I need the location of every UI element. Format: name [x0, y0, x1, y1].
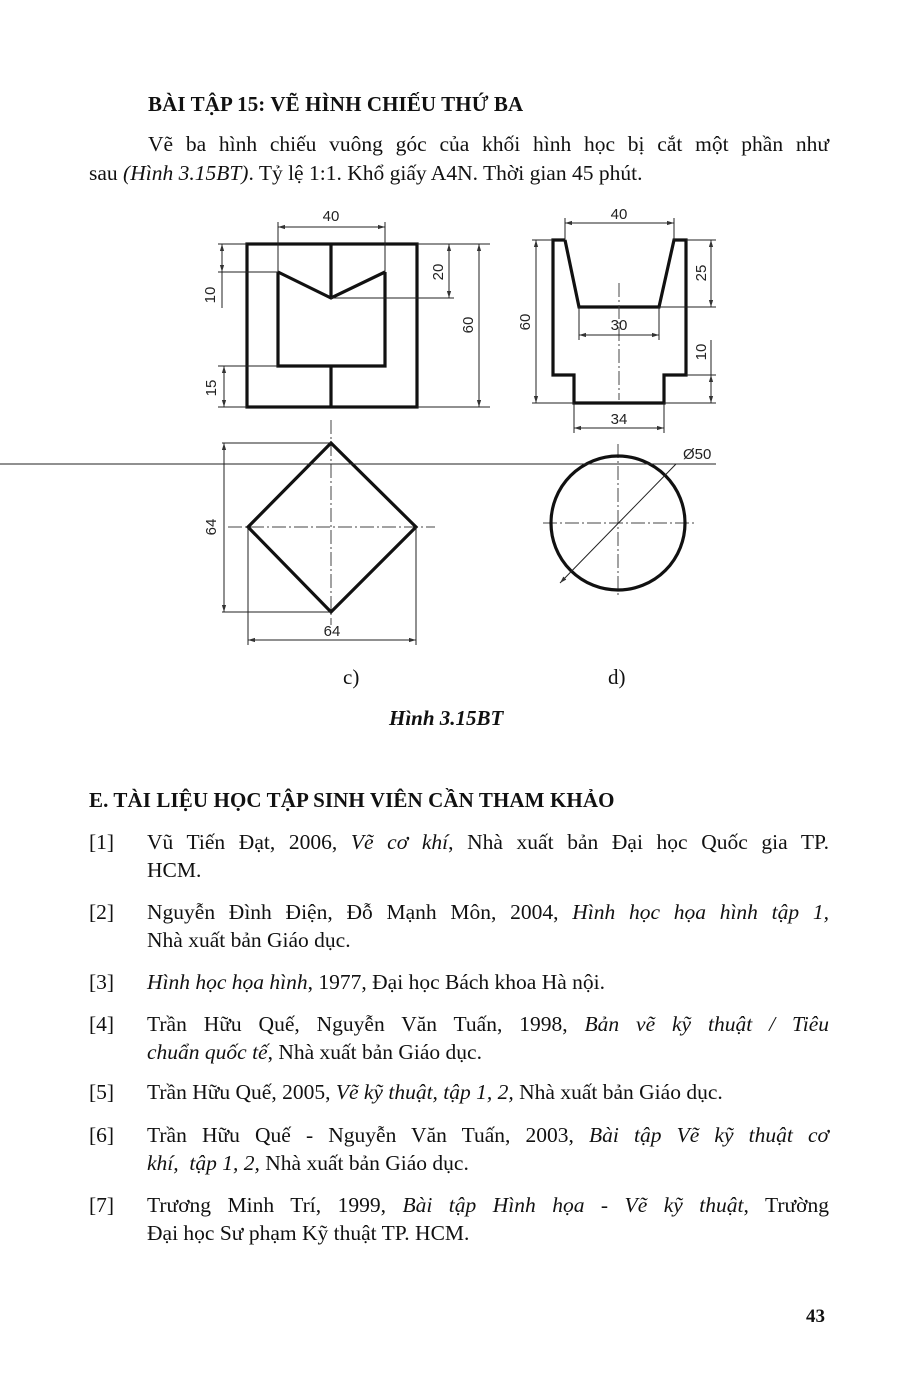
drawing-c-top-view: [203, 420, 435, 645]
dim-d-bottom-inner-width: 30: [610, 317, 628, 334]
reference-item: [1] Vũ Tiến Đạt, 2006, Vẽ cơ khí, Nhà xuất bản Đại học Quốc gia TP. HCM.: [89, 830, 830, 882]
dim-d-taper-depth: 25: [693, 264, 710, 282]
reference-number: [3]: [89, 970, 115, 994]
instruction-line-2: sau (Hình 3.15BT). Tỷ lệ 1:1. Khổ giấy A4N. Thời gian 45 phút.: [89, 161, 643, 185]
drawing-d-top-view: [0, 444, 716, 595]
dim-c-top-width: 64: [323, 623, 341, 640]
page-number: 43: [806, 1306, 825, 1327]
reference-item: [4] Trần Hữu Quế, Nguyễn Văn Tuấn, 1998, Bản vẽ kỹ thuật / Tiêu chuẩn quốc tế, Nhà xuất bản Giáo dục.: [89, 1012, 829, 1064]
reference-number: [5]: [89, 1080, 115, 1104]
dim-d-diameter: Ø50: [683, 446, 712, 463]
figure-label-c: c): [343, 665, 360, 689]
exercise-title: BÀI TẬP 15: VẼ HÌNH CHIẾU THỨ BA: [148, 92, 524, 116]
dim-c-depth-right: 20: [430, 263, 447, 281]
reference-item: [3] Hình học họa hình, 1977, Đại học Bách khoa Hà nội.: [89, 970, 606, 994]
reference-item: [6] Trần Hữu Quế - Nguyễn Văn Tuấn, 2003, Bài tập Vẽ kỹ thuật cơ khí, tập 1, 2, Nhà xuất bản Giáo dục.: [89, 1123, 829, 1175]
reference-item: [5] Trần Hữu Quế, 2005, Vẽ kỹ thuật, tập 1, 2, Nhà xuất bản Giáo dục.: [89, 1080, 723, 1104]
reference-number: [1]: [89, 830, 115, 854]
figure-reference: (Hình 3.15BT): [123, 161, 249, 185]
instruction-line-1: Vẽ ba hình chiếu vuông góc của khối hình học bị cắt một phần như: [148, 132, 829, 156]
reference-number: [7]: [89, 1193, 115, 1217]
drawing-c-front-view: [202, 208, 490, 407]
dim-c-depth-left: 10: [202, 286, 219, 304]
dim-c-height: 60: [460, 316, 477, 334]
dim-d-base-width: 34: [610, 411, 628, 428]
reference-item: [2] Nguyễn Đình Điện, Đỗ Mạnh Môn, 2004, Hình học họa hình tập 1, Nhà xuất bản Giáo dục.: [89, 900, 829, 952]
reference-item: [7] Trương Minh Trí, 1999, Bài tập Hình họa - Vẽ kỹ thuật, Trường Đại học Sư phạm Kỹ thuật TP. HCM.: [89, 1193, 830, 1245]
figure-label-d: d): [608, 665, 626, 689]
dim-d-top-width: 40: [610, 206, 628, 223]
drawing-d-front-view: [517, 206, 716, 433]
dim-c-top-height: 64: [203, 518, 220, 536]
dim-c-base-left: 15: [203, 379, 220, 397]
dim-c-width-top: 40: [322, 208, 340, 225]
reference-number: [4]: [89, 1012, 115, 1036]
dim-d-height: 60: [517, 313, 534, 331]
references-title: E. TÀI LIỆU HỌC TẬP SINH VIÊN CẦN THAM KHẢO: [89, 788, 615, 812]
dim-d-step-height: 10: [693, 343, 710, 361]
reference-number: [6]: [89, 1123, 115, 1147]
figure-title: Hình 3.15BT: [389, 706, 504, 730]
reference-number: [2]: [89, 900, 115, 924]
